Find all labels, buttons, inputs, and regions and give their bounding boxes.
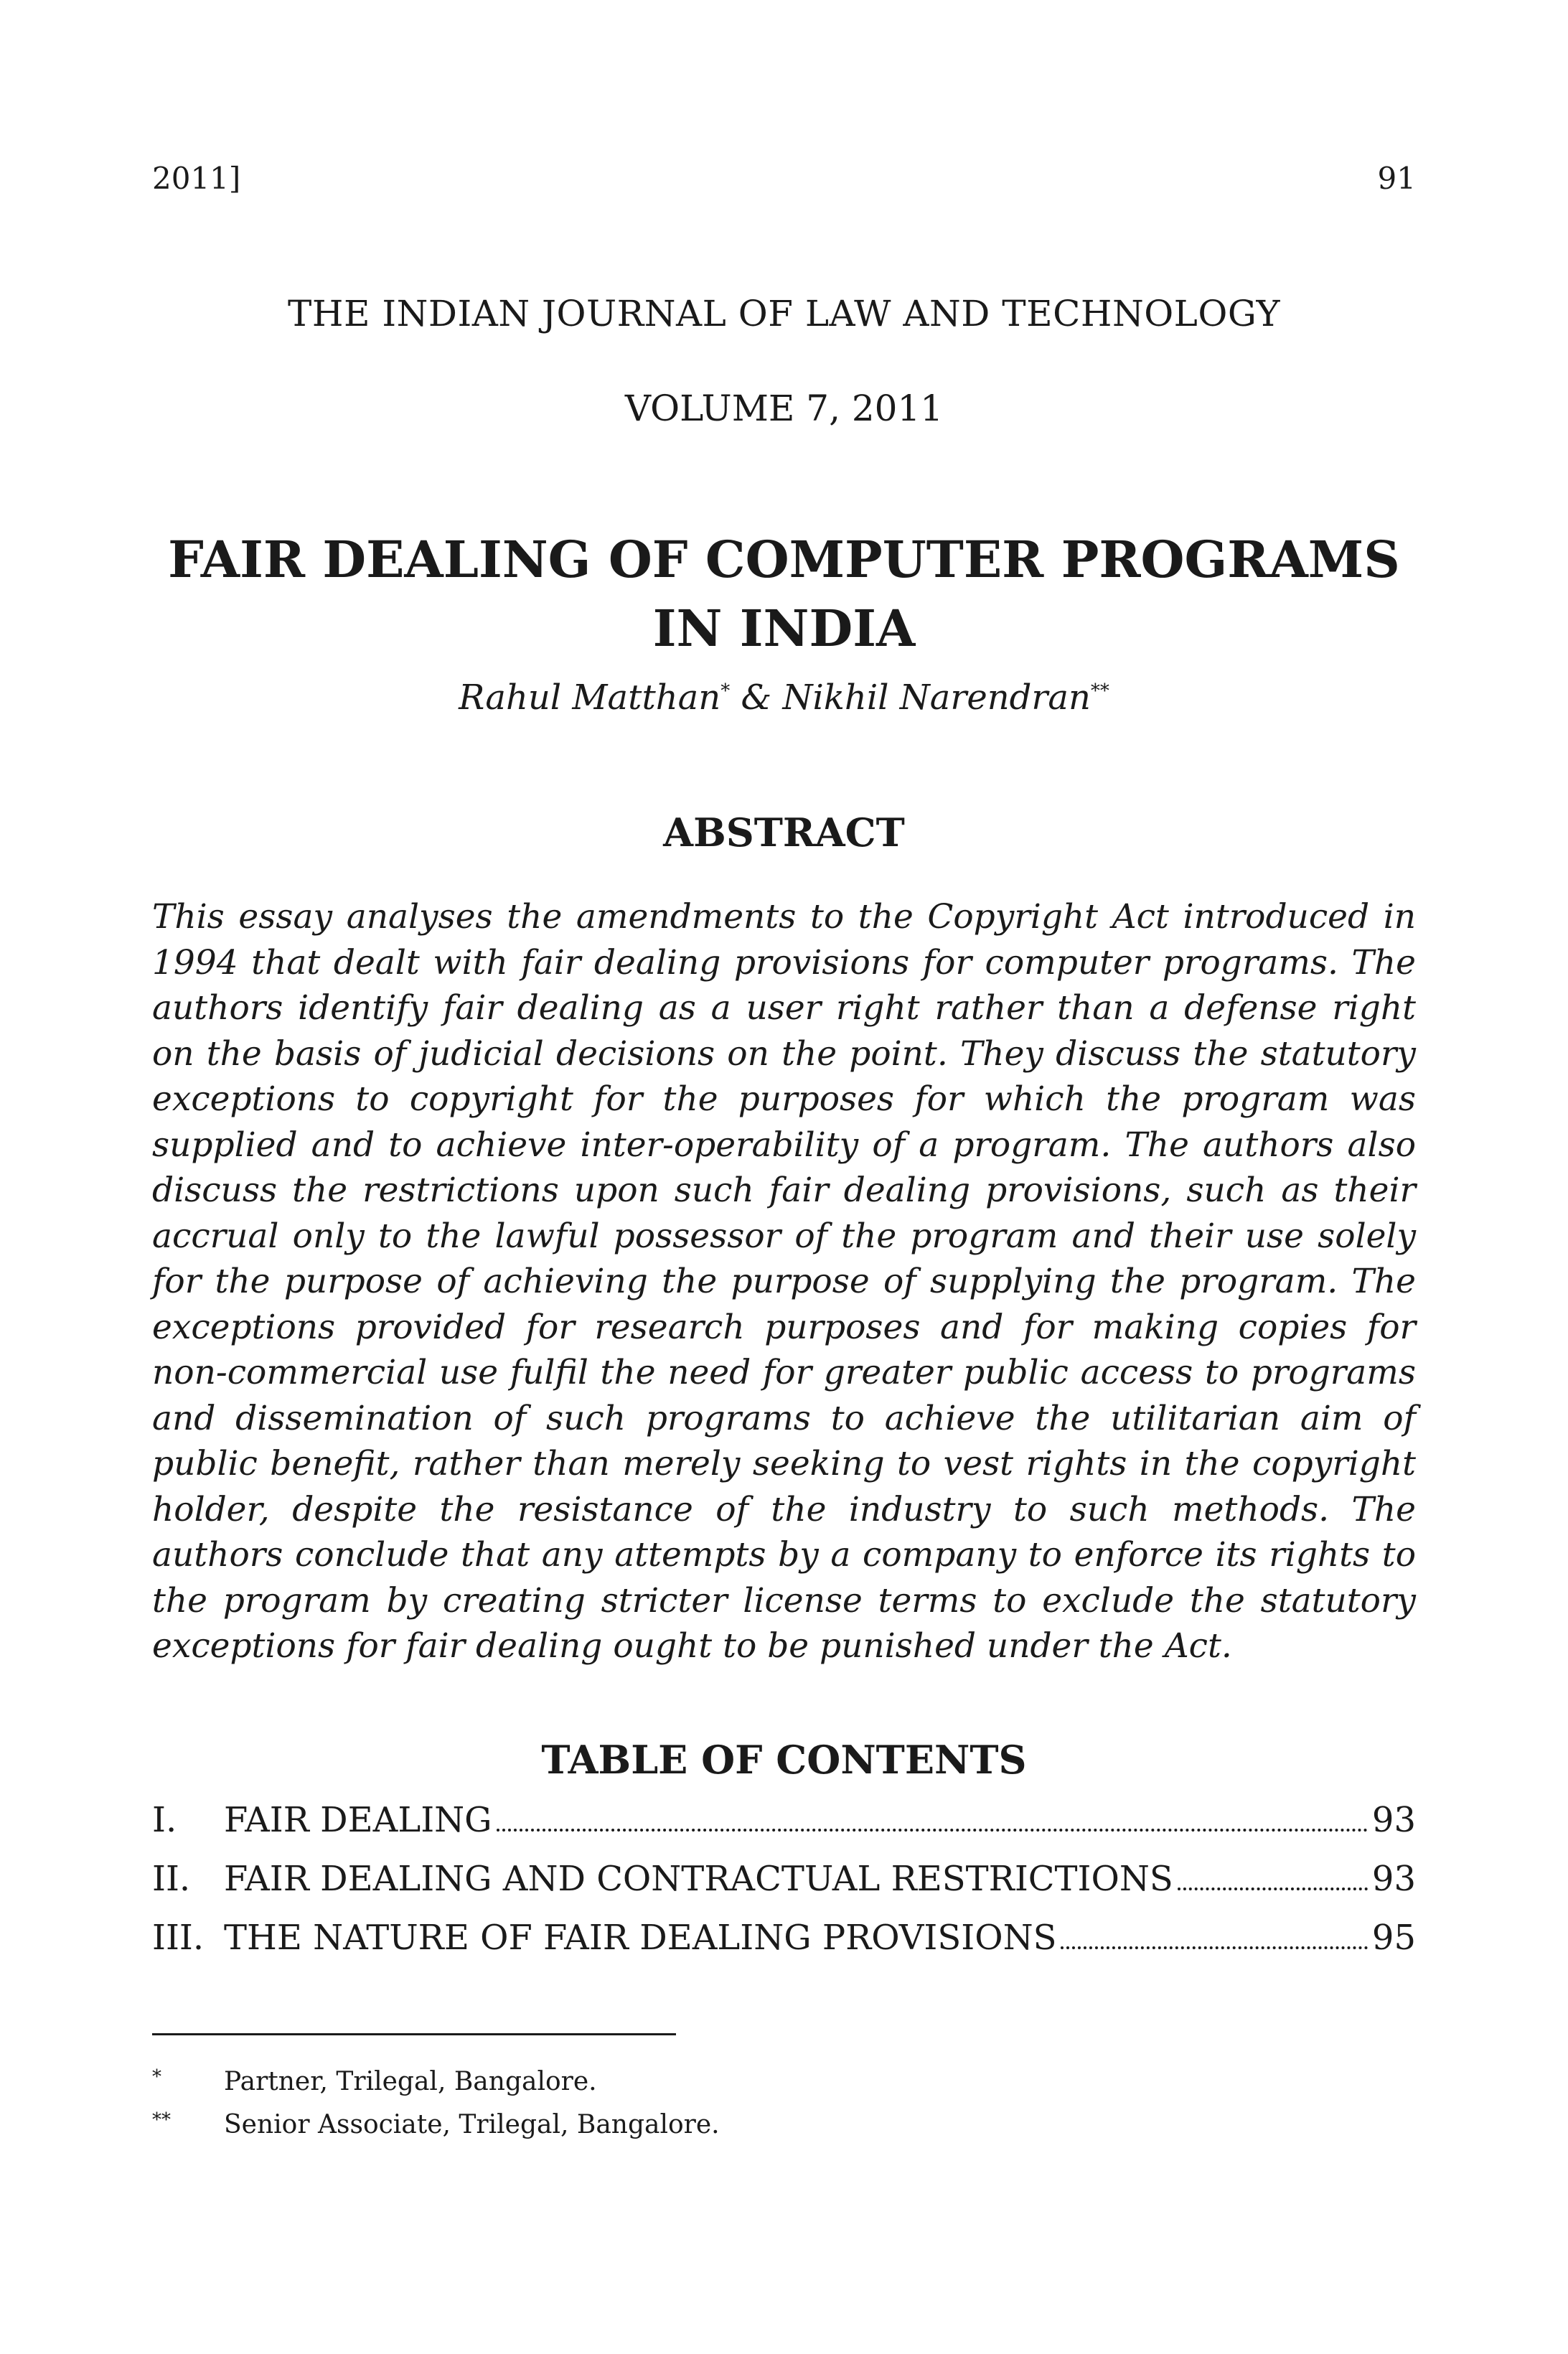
- author-joiner: &: [741, 677, 772, 718]
- footnote-mark: **: [152, 2109, 171, 2131]
- journal-volume: VOLUME 7, 2011: [624, 388, 944, 429]
- footnotes: [152, 2067, 1229, 2153]
- toc-entry-title: THE NATURE OF FAIR DEALING PROVISIONS: [224, 1918, 1057, 1958]
- toc-entry[interactable]: [152, 1800, 1416, 1859]
- author-line: [0, 677, 1568, 718]
- footnote-text: Senior Associate, Trilegal, Bangalore.: [224, 2110, 720, 2139]
- toc-entry-number: II.: [152, 1859, 191, 1899]
- footnote-text: Partner, Trilegal, Bangalore.: [224, 2067, 597, 2096]
- toc-entry[interactable]: [152, 1859, 1416, 1918]
- journal-name: THE INDIAN JOURNAL OF LAW AND TECHNOLOGY: [288, 293, 1280, 334]
- toc-entry-number: I.: [152, 1800, 177, 1840]
- footnote-marker: **: [1090, 680, 1109, 702]
- toc-entry[interactable]: [152, 1918, 1416, 1976]
- article-title: FAIR DEALING OF COMPUTER PROGRAMS IN INDIA: [168, 530, 1400, 658]
- running-header: [152, 161, 1416, 197]
- toc-entry-page: 93: [1371, 1859, 1416, 1899]
- header-year: 2011]: [152, 161, 241, 196]
- toc-leader-dots: [1178, 1888, 1368, 1890]
- toc-entry-page: 95: [1371, 1918, 1416, 1958]
- author-name: Rahul Matthan: [459, 677, 721, 718]
- abstract-heading: ABSTRACT: [663, 810, 905, 855]
- table-of-contents: [152, 1800, 1416, 1976]
- header-page-number: 91: [1377, 161, 1416, 196]
- toc-entry-page: 93: [1371, 1800, 1416, 1840]
- toc-entry-title: FAIR DEALING: [224, 1800, 492, 1840]
- footnote-mark: *: [152, 2066, 161, 2088]
- footnote: [152, 2067, 1229, 2110]
- footnote-rule: [152, 2033, 676, 2035]
- footnote: [152, 2110, 1229, 2153]
- toc-leader-dots: [497, 1829, 1368, 1832]
- toc-heading: TABLE OF CONTENTS: [541, 1737, 1027, 1783]
- toc-leader-dots: [1061, 1946, 1367, 1949]
- footnote-marker: *: [720, 680, 731, 702]
- author-name: Nikhil Narendran: [782, 677, 1091, 718]
- abstract-text: [152, 894, 1416, 1669]
- toc-entry-number: III.: [152, 1918, 205, 1958]
- abstract-paragraph: This essay analyses the amendments to the Copyright Act introduced in 1994 that dealt with fair dealing provisions for computer programs. The authors identify fair dealing as a user right rather than a defense right on the basis of judicial decisions on the point. They discuss the statutory exceptions to copyright for the purposes for which the program was supplied and to achieve inter-operability of a program. The authors also discuss the restrictions upon such fair dealing provisions, such as their accrual only to the lawful possessor of the program and their use solely for the purpose of achieving the purpose of supplying the program. The exceptions provided for research purposes and for making copies for non-commercial use fulfil the need for greater public access to programs and dissemination of such programs to achieve the utilitarian aim of public benefit, rather than merely seeking to vest rights in the copyright holder, despite the resistance of the industry to such methods. The authors conclude that any attempts by a company to enforce its rights to the program by creating stricter license terms to exclude the statutory exceptions for fair dealing ought to be punished under the Act.: [152, 897, 1416, 1666]
- toc-entry-title: FAIR DEALING AND CONTRACTUAL RESTRICTIONS: [224, 1859, 1173, 1899]
